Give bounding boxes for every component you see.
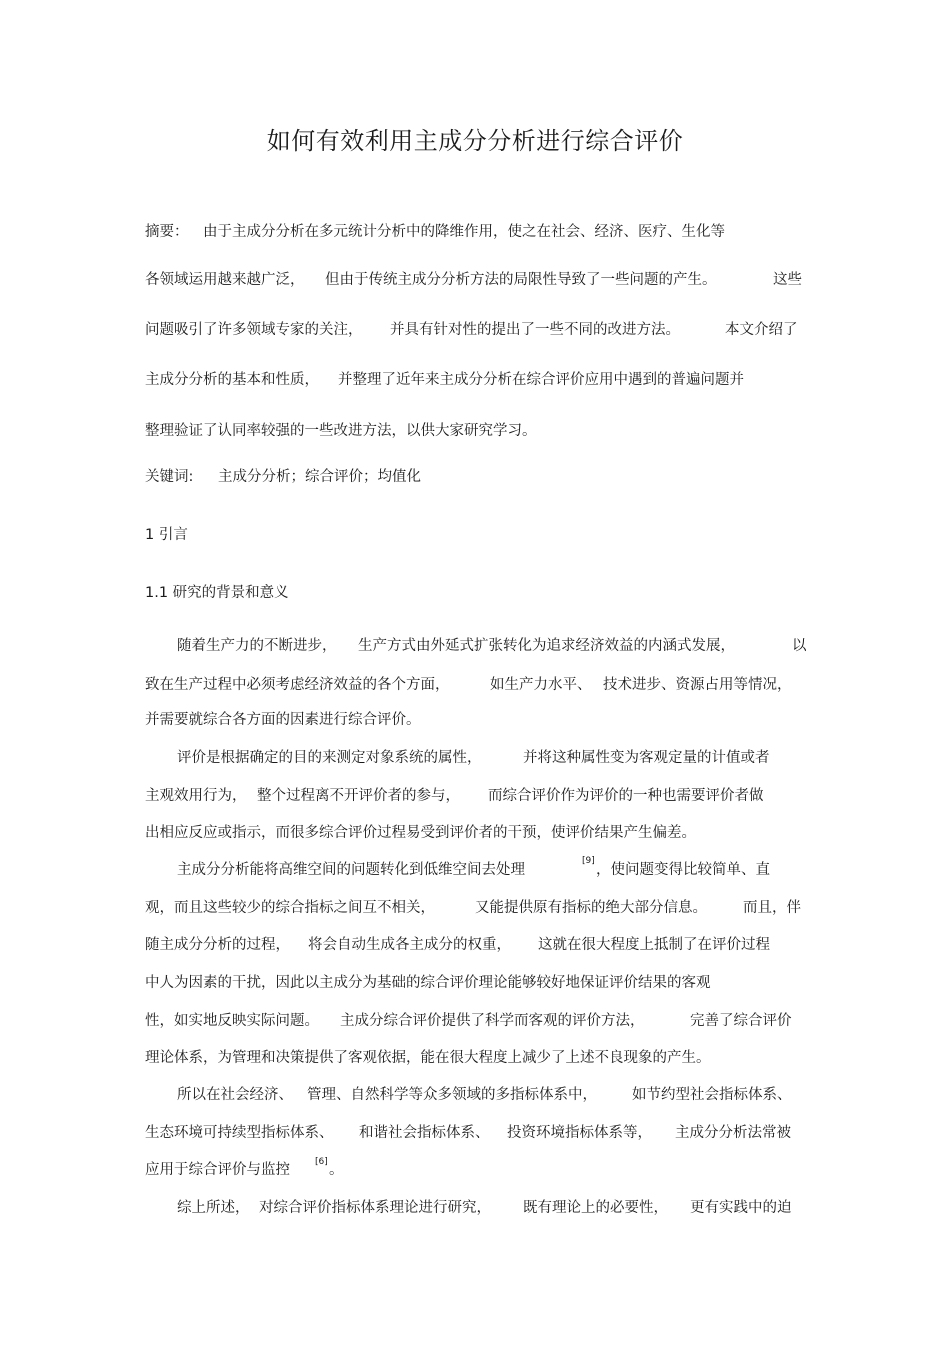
paragraph-text: 整个过程离不开评价者的参与，: [257, 788, 460, 804]
paragraph-text: 对综合评价指标体系理论进行研究，: [259, 1200, 491, 1216]
paragraph-text: 完善了综合评价: [690, 1013, 792, 1029]
paragraph-text: 以: [792, 638, 807, 654]
paragraph-text: 管理、自然科学等众多领域的多指标体系中，: [307, 1087, 597, 1103]
paragraph-text: 这就在很大程度上抵制了在评价过程: [538, 937, 770, 953]
paragraph-text: 中人为因素的干扰，因此以主成分为基础的综合评价理论能够较好地保证评价结果的客观: [145, 975, 711, 991]
citation-ref: [6]: [315, 1157, 328, 1167]
abstract-text: 主成分分析的基本和性质，: [145, 372, 319, 388]
paragraph-text: 又能提供原有指标的绝大部分信息。: [475, 900, 707, 916]
abstract-text: 这些: [773, 272, 802, 288]
section-heading-1-1: 1.1 研究的背景和意义: [145, 585, 289, 601]
paragraph-text: 主观效用行为，: [145, 788, 247, 804]
paragraph-text: 而且，伴: [743, 900, 801, 916]
paragraph-text: 更有实践中的迫: [690, 1200, 792, 1216]
paragraph-text: 致在生产过程中必须考虑经济效益的各个方面，: [145, 677, 450, 693]
paragraph-text: 投资环境指标体系等，: [507, 1125, 652, 1141]
paragraph-text: 生态环境可持续型指标体系、: [145, 1125, 334, 1141]
abstract-text: 本文介绍了: [725, 322, 798, 338]
paragraph-text: 和谐社会指标体系、: [359, 1125, 490, 1141]
keywords-text: 主成分分析；综合评价；均值化: [218, 469, 421, 485]
paragraph-text: 性，如实地反映实际问题。: [145, 1013, 319, 1029]
paragraph-text: 评价是根据确定的目的来测定对象系统的属性，: [177, 750, 482, 766]
paragraph-text: 主成分分析法常被: [675, 1125, 791, 1141]
keywords-label: 关键词:: [145, 469, 194, 485]
paragraph-text: 并将这种属性变为客观定量的计值或者: [523, 750, 770, 766]
abstract-text: 问题吸引了许多领域专家的关注，: [145, 322, 363, 338]
paragraph-text: 综上所述，: [177, 1200, 250, 1216]
paragraph-text: 随主成分分析的过程，: [145, 937, 290, 953]
abstract-text: 但由于传统主成分分析方法的局限性导致了一些问题的产生。: [325, 272, 717, 288]
paragraph-text: 技术进步、资源占用等情况，: [603, 677, 792, 693]
paragraph-text: 如生产力水平、: [490, 677, 592, 693]
paragraph-text: 并需要就综合各方面的因素进行综合评价。: [145, 712, 421, 728]
paragraph-text: 观，而且这些较少的综合指标之间互不相关，: [145, 900, 435, 916]
paragraph-text: 将会自动生成各主成分的权重，: [308, 937, 511, 953]
document-title: 如何有效利用主成分分析进行综合评价: [266, 127, 684, 155]
paragraph-text: 理论体系，为管理和决策提供了客观依据，能在很大程度上减少了上述不良现象的产生。: [145, 1050, 711, 1066]
paragraph-text: 所以在社会经济、: [177, 1087, 293, 1103]
paragraph-text: ，使问题变得比较简单、直: [596, 862, 770, 878]
paragraph-text: 生产方式由外延式扩张转化为追求经济效益的内涵式发展，: [358, 638, 735, 654]
paragraph-text: 如节约型社会指标体系、: [632, 1087, 792, 1103]
paragraph-text: 主成分综合评价提供了科学而客观的评价方法，: [340, 1013, 645, 1029]
abstract-text: 并具有针对性的提出了一些不同的改进方法。: [390, 322, 680, 338]
paragraph-text: 应用于综合评价与监控: [145, 1162, 290, 1178]
abstract-text: 并整理了近年来主成分分析在综合评价应用中遇到的普遍问题并: [338, 372, 744, 388]
section-heading-1: 1 引言: [145, 527, 188, 543]
paragraph-text: 既有理论上的必要性，: [523, 1200, 668, 1216]
paragraph-text: 而综合评价作为评价的一种也需要评价者做: [488, 788, 764, 804]
paragraph-text: 出相应反应或指示，而很多综合评价过程易受到评价者的干预，使评价结果产生偏差。: [145, 825, 696, 841]
paragraph-text: 主成分分析能将高维空间的问题转化到低维空间去处理: [177, 862, 525, 878]
citation-ref: [9]: [582, 856, 595, 866]
abstract-text: 由于主成分分析在多元统计分析中的降维作用，使之在社会、经济、医疗、生化等: [203, 224, 725, 240]
abstract-label: 摘要：: [145, 224, 189, 240]
paragraph-text: 随着生产力的不断进步，: [177, 638, 337, 654]
abstract-text: 各领域运用越来越广泛，: [145, 272, 305, 288]
abstract-text: 整理验证了认同率较强的一些改进方法，以供大家研究学习。: [145, 423, 537, 439]
paragraph-text: 。: [329, 1162, 344, 1178]
